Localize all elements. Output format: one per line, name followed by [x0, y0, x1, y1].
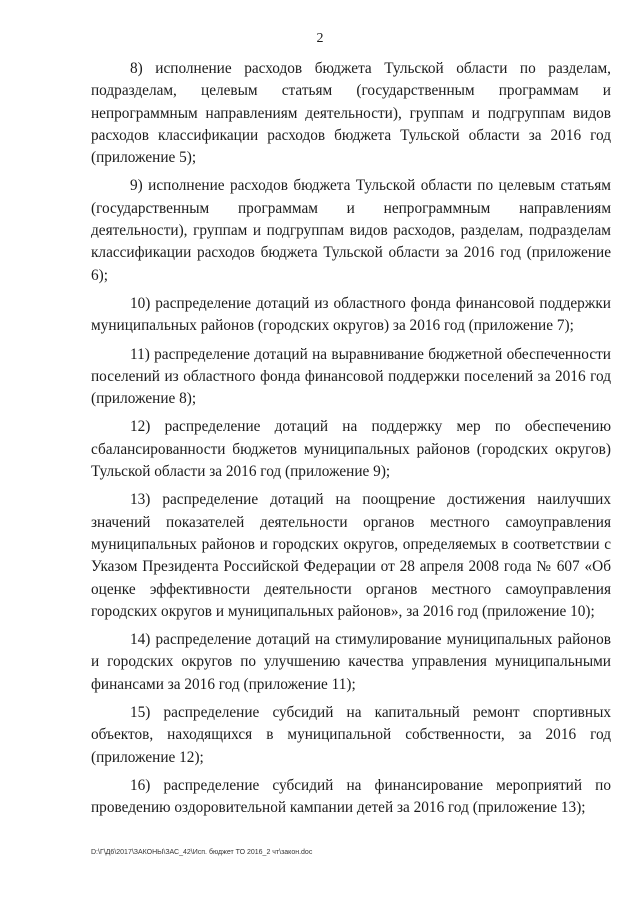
- paragraph-item-10: 10) распределение дотаций из областного фонда финансовой поддержки муниципальных районов (городских округов) за 2016 год (приложение 7);: [91, 294, 611, 335]
- paragraph-item-15: 15) распределение субсидий на капитальный ремонт спортивных объектов, находящихся в муниципальной собственности, за 2016 год (приложение 12);: [91, 704, 611, 766]
- paragraph-item-13: 13) распределение дотаций на поощрение достижения наилучших значений показателей деятельности органов местного самоуправления муниципальных районов и городских округов, определяемых в соответствии с Указом Президента Российской Федерации от 28 апреля 2008 года № 607 «Об оценке эффективности деятельности органов местного самоуправления городских округов и муниципальных районов», за 2016 год (приложение 10);: [91, 491, 611, 620]
- paragraph-item-16: 16) распределение субсидий на финансирование мероприятий по проведению оздоровительной кампании детей за 2016 год (приложение 13);: [91, 776, 611, 817]
- footer-file-path: D:\Г\Д6\2017\ЗАКОНЫ\ЗАС_42\Исп. бюджет ТО 2016_2 чт\закон.doc: [91, 849, 313, 856]
- paragraph-item-11: 11) распределение дотаций на выравнивание бюджетной обеспеченности поселений из областного фонда финансовой поддержки поселений за 2016 год (приложение 8);: [91, 345, 611, 408]
- paragraph-item-12: 12) распределение дотаций на поддержку мер по обеспечению сбалансированности бюджетов муниципальных районов (городских округов) Тульской области за 2016 год (приложение 9);: [91, 418, 611, 481]
- paragraph-item-14: 14) распределение дотаций на стимулирование муниципальных районов и городских округов по улучшению качества управления муниципальными финансами за 2016 год (приложение 11);: [91, 631, 611, 693]
- paragraph-item-8: 8) исполнение расходов бюджета Тульской области по разделам, подразделам, целевым статьям (государственным программам и непрограммным направлениям деятельности), группам и подгруппам видов расходов классификации расходов бюджета Тульской области за 2016 год (приложение 5);: [91, 60, 611, 167]
- document-body: [91, 58, 611, 826]
- page-number: 2: [316, 31, 324, 46]
- paragraph-item-9: 9) исполнение расходов бюджета Тульской области по целевым статьям (государственным программам и непрограммным направлениям деятельности), группам и подгруппам видов расходов, разделам, подразделам классификации расходов бюджета Тульской области за 2016 год (приложение 6);: [91, 177, 611, 284]
